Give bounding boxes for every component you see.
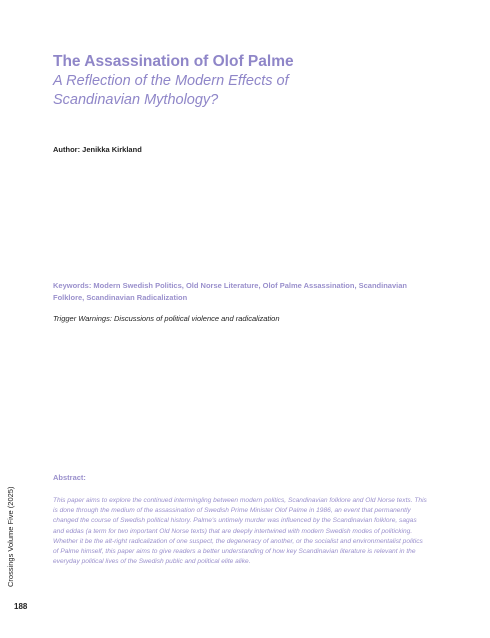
trigger-warnings: Trigger Warnings: Discussions of political violence and radicalization	[53, 314, 280, 323]
subtitle-line-1: A Reflection of the Modern Effects of	[53, 73, 289, 89]
abstract-heading: Abstract:	[53, 473, 86, 482]
subtitle-line-2: Scandinavian Mythology?	[53, 92, 219, 108]
article-subtitle	[53, 72, 453, 110]
page-number: 188	[14, 602, 28, 611]
abstract-body: This paper aims to explore the continued intermingling between modern politics, Scandinavian folklore and Old Norse texts. This is done through the medium of the assassination of Swedish Prime Minister Olof Palme in 1986, an event that permanently changed the course of Swedish political history. Palme's untimely murder was influenced by the Scandinavian folklore, sagas and eddas (a term for two important Old Norse texts) that are deeply intertwined with modern Swedish modes of politicking. Whether it be the alt-right radicalization of one suspect, the degeneracy of another, or the socialist and environmentalist politics of Palme himself, this paper aims to give readers a better understanding of how key Scandinavian literature is relevant in the everyday political lives of the Swedish public and political elite alike.	[53, 497, 427, 566]
author-line: Author: Jenikka Kirkland	[53, 145, 142, 154]
running-footer: Crossings Volume Five (2025)	[6, 486, 15, 587]
keywords: Keywords: Modern Swedish Politics, Old Norse Literature, Olof Palme Assassination, Scandinavian Folklore, Scandinavian Radicalization	[53, 281, 407, 302]
article-title: The Assassination of Olof Palme	[53, 53, 294, 70]
